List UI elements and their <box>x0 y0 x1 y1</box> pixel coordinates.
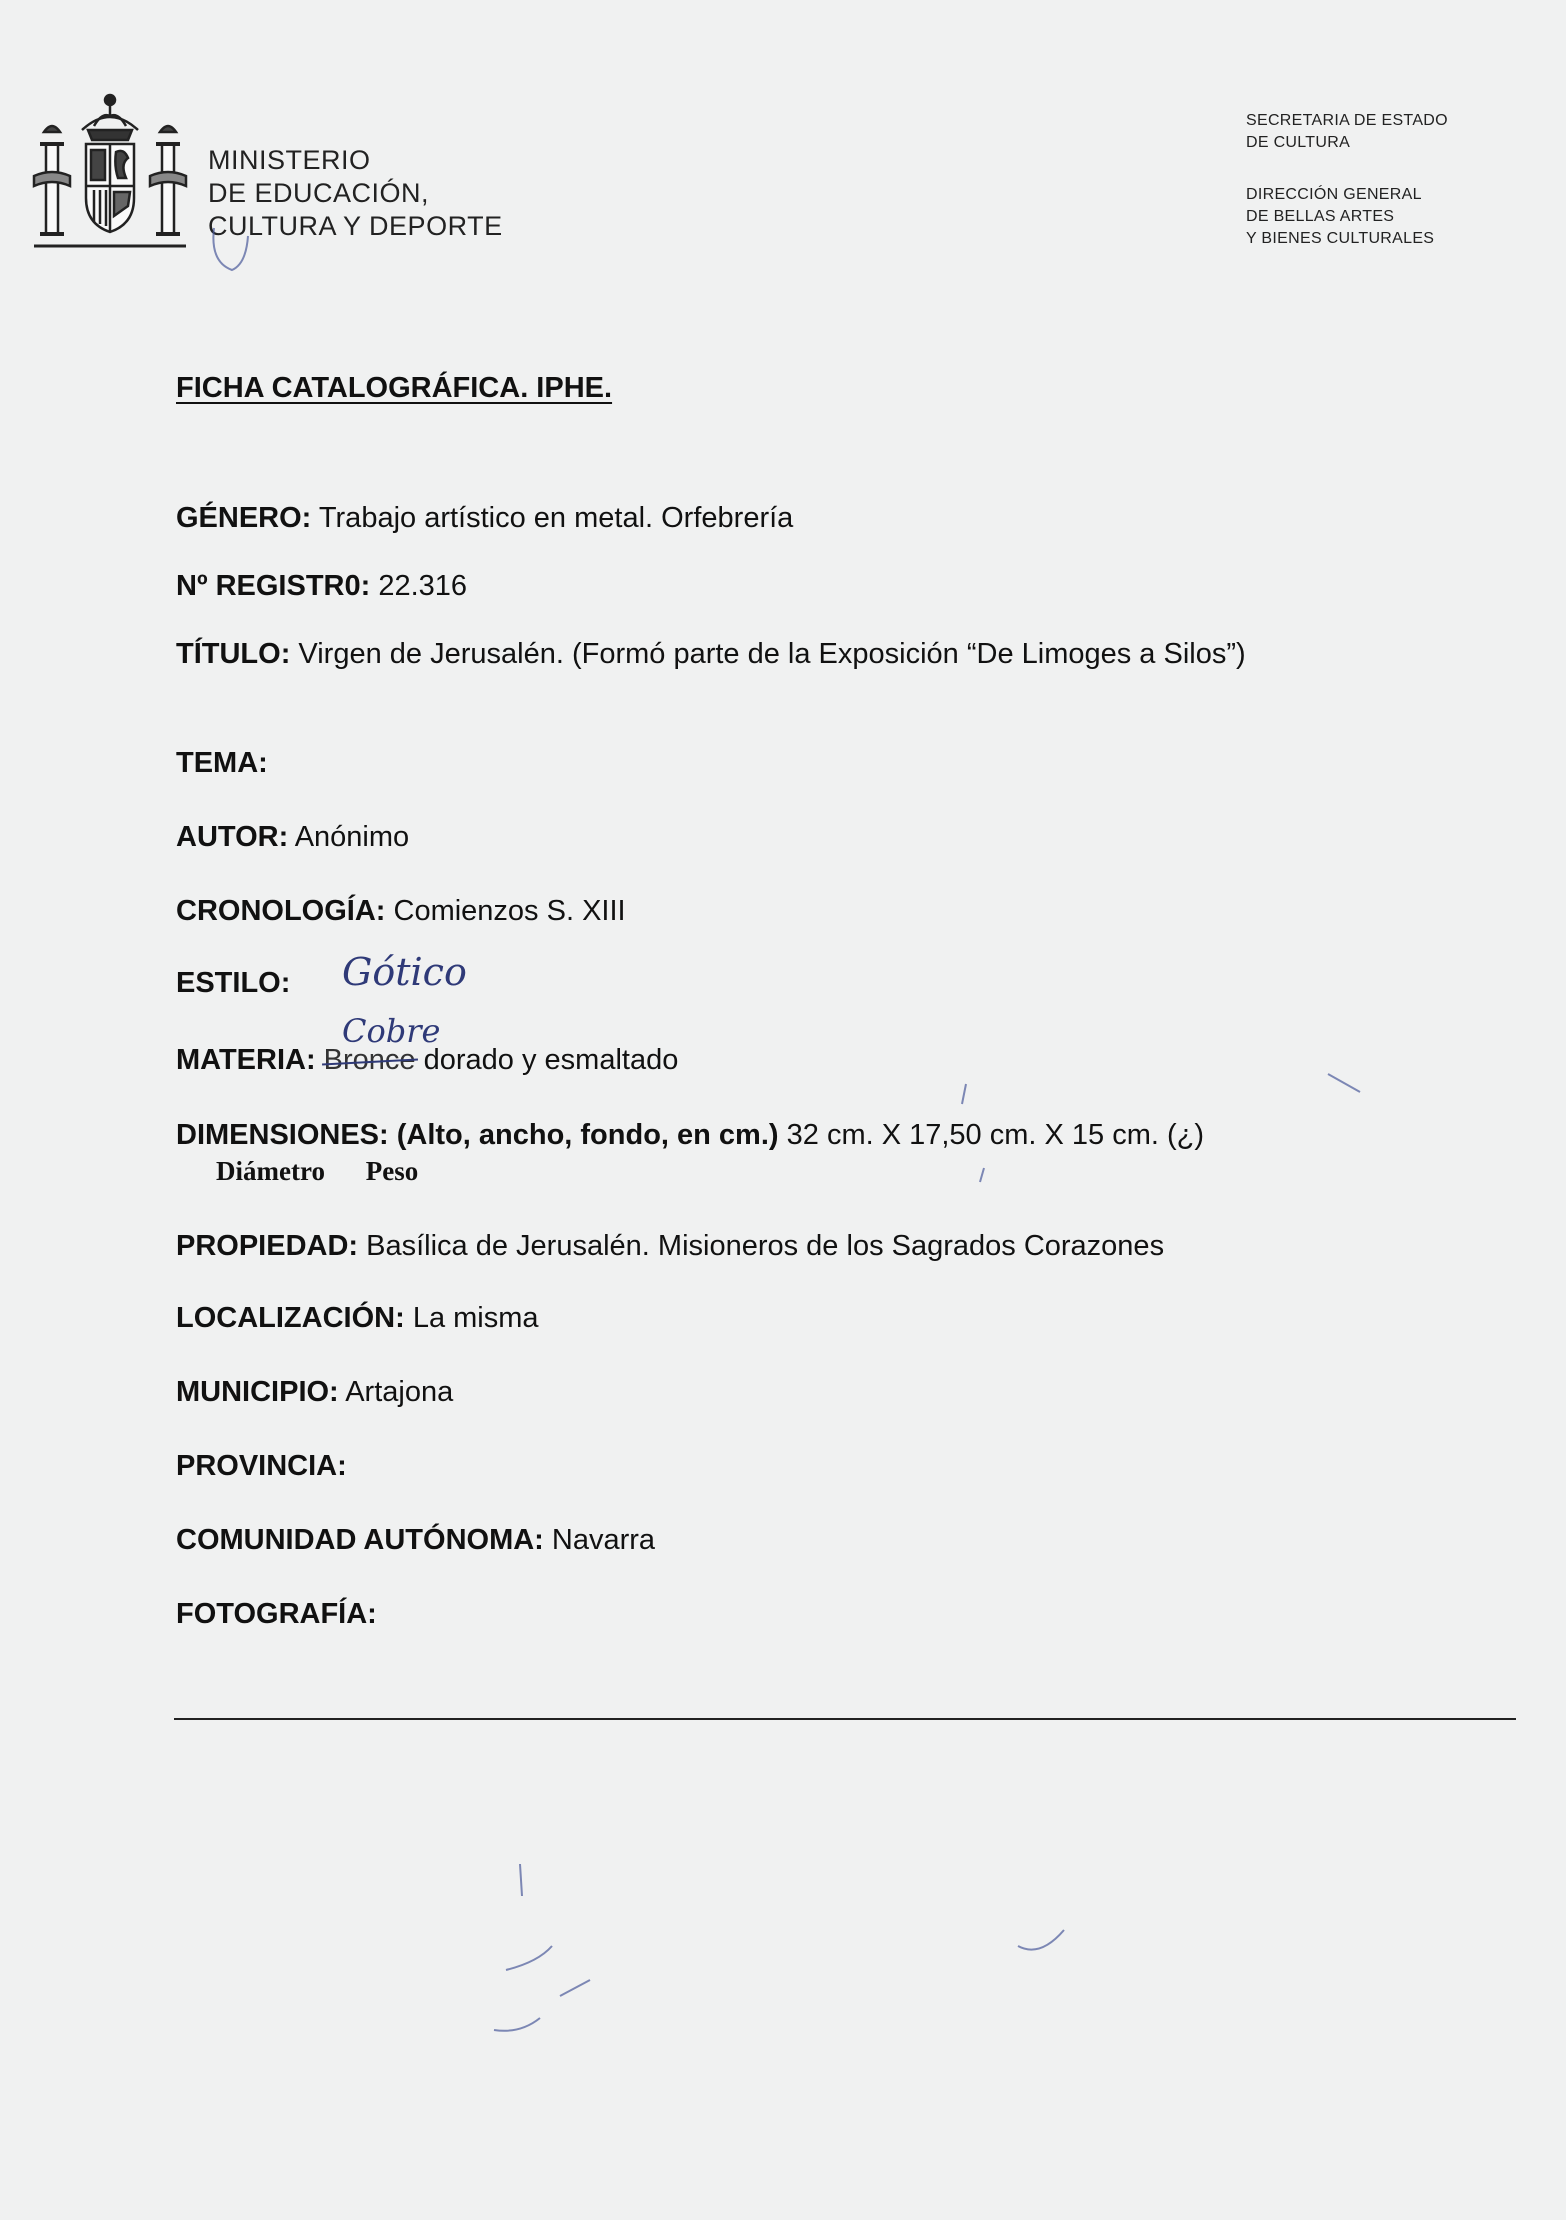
autor-label: AUTOR: <box>176 821 289 853</box>
cronologia-value: Comienzos S. XIII <box>393 895 626 927</box>
tema-label: TEMA: <box>176 747 268 779</box>
municipio-value: Artajona <box>345 1376 454 1408</box>
titulo-value: Virgen de Jerusalén. (Formó parte de la Exposición “De Limoges a Silos”) <box>298 638 1246 670</box>
dimensiones-value: 32 cm. X 17,50 cm. X 15 cm. (¿) <box>786 1119 1205 1151</box>
propiedad-label: PROPIEDAD: <box>176 1230 359 1262</box>
ministry-line-3: CULTURA Y DEPORTE <box>208 211 503 241</box>
dimensiones-label: DIMENSIONES: (Alto, ancho, fondo, en cm.) <box>176 1119 779 1151</box>
direccion-line-2: DE BELLAS ARTES <box>1246 208 1395 225</box>
provincia-label: PROVINCIA: <box>176 1450 347 1482</box>
comunidad-value: Navarra <box>551 1524 656 1556</box>
localizacion-label: LOCALIZACIÓN: <box>176 1302 405 1334</box>
materia-value: dorado y esmaltado <box>423 1044 679 1076</box>
secretaria-line-1: SECRETARIA DE ESTADO <box>1246 112 1448 129</box>
ministry-line-1: MINISTERIO <box>208 145 371 175</box>
registro-label: Nº REGISTR0: <box>176 570 371 602</box>
propiedad-value: Basílica de Jerusalén. Misioneros de los Sagrados Corazones <box>366 1230 1165 1262</box>
materia-handwritten-correction: Cobre <box>342 1012 441 1050</box>
municipio-label: MUNICIPIO: <box>176 1376 339 1408</box>
secretaria-line-2: DE CULTURA <box>1246 134 1351 151</box>
estilo-label: ESTILO: <box>176 967 291 999</box>
estilo-handwritten-value: Gótico <box>342 950 467 994</box>
cronologia-label: CRONOLOGÍA: <box>176 895 386 927</box>
diametro-label: Diámetro <box>216 1156 325 1186</box>
peso-label: Peso <box>365 1156 419 1186</box>
direccion-line-1: DIRECCIÓN GENERAL <box>1246 186 1422 203</box>
genero-value: Trabajo artístico en metal. Orfebrería <box>318 502 794 534</box>
registro-value: 22.316 <box>378 570 468 602</box>
direccion-line-3: Y BIENES CULTURALES <box>1246 230 1435 247</box>
autor-value: Anónimo <box>294 821 410 853</box>
comunidad-label: COMUNIDAD AUTÓNOMA: <box>176 1524 544 1556</box>
materia-label: MATERIA: <box>176 1044 316 1076</box>
materia-struck-value: Bronce <box>323 1044 416 1076</box>
localizacion-value: La misma <box>412 1302 539 1334</box>
fotografia-label: FOTOGRAFÍA: <box>176 1598 377 1630</box>
sheet-title: FICHA CATALOGRÁFICA. IPHE. <box>176 372 613 404</box>
titulo-label: TÍTULO: <box>176 638 291 670</box>
genero-label: GÉNERO: <box>176 502 312 534</box>
ministry-line-2: DE EDUCACIÓN, <box>208 178 430 208</box>
